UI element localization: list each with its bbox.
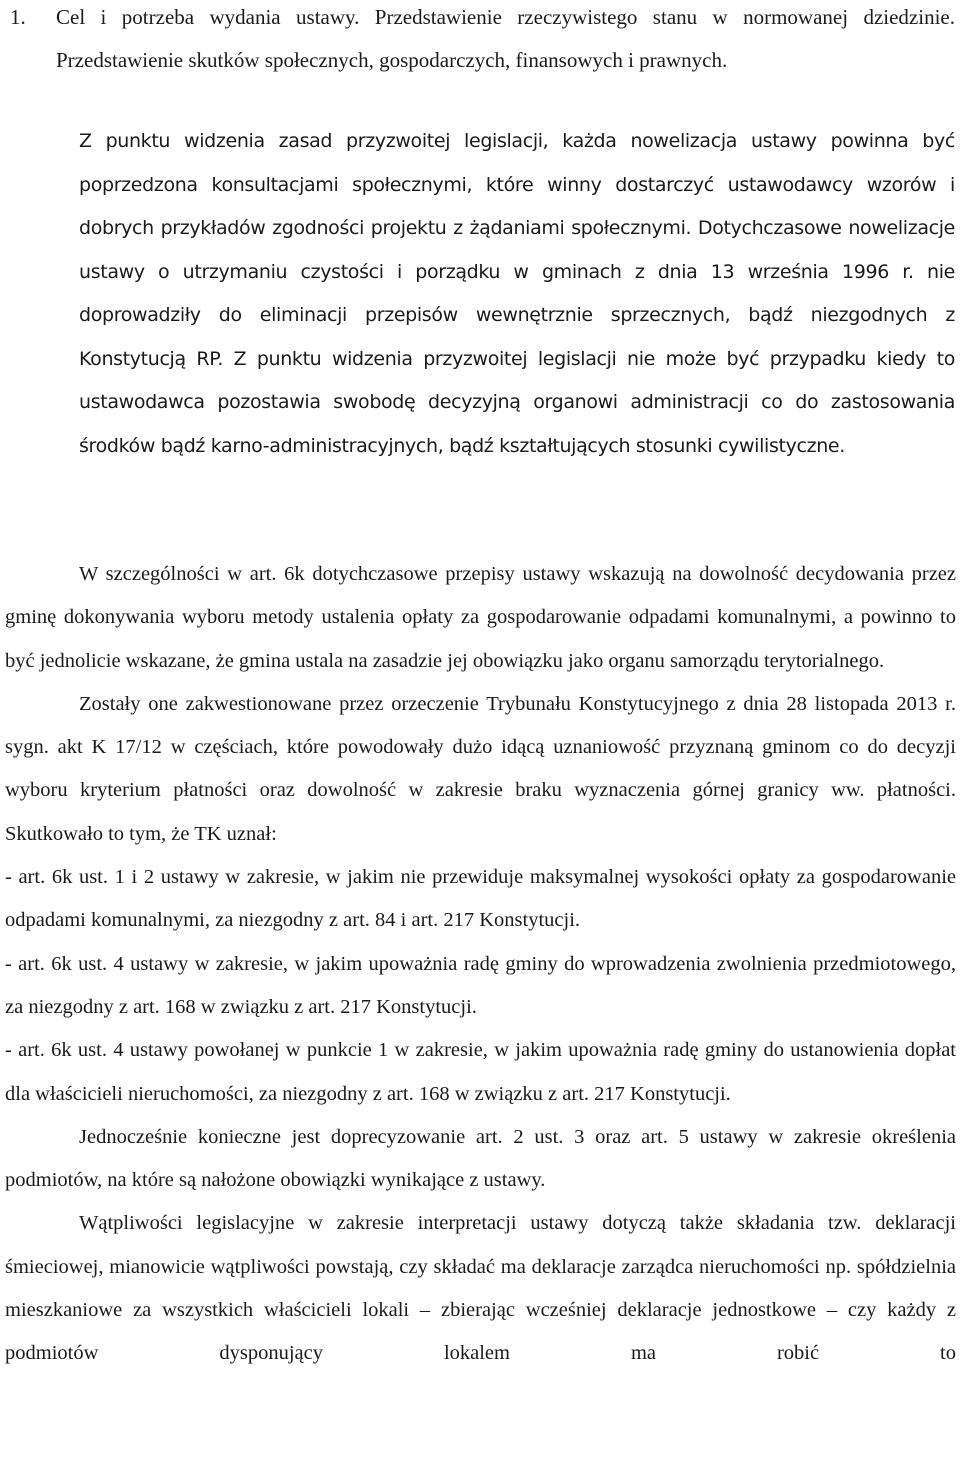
- paragraph: Zostały one zakwestionowane przez orzeczenie Trybunału Konstytucyjnego z dnia 28 listopada 2013 r. sygn. akt K 17/12 w częściach, które powodowały dużo idącą uznaniowość przyznaną gminom co do decyzji wyboru kryterium płatności oraz dowolność w zakresie braku wyznaczenia górnej granicy ww. płatności. Skutkowało to tym, że TK uznał:: [5, 692, 956, 845]
- section-number: 1.: [10, 5, 26, 29]
- paragraph: W szczególności w art. 6k dotychczasowe przepisy ustawy wskazują na dowolność decydowania przez gminę dokonywania wyboru metody ustalenia opłaty za gospodarowanie odpadami komunalnymi, a powinno to być jednolicie wskazane, że gmina ustala na zasadzie jej obowiązku jako organu samorządu terytorialnego.: [5, 563, 956, 672]
- list-item: - art. 6k ust. 4 ustawy w zakresie, w jakim upoważnia radę gminy do wprowadzenia zwolnienia przedmiotowego, za niezgodny z art. 168 w związku z art. 217 Konstytucji.: [5, 952, 956, 1018]
- paragraph: Wątpliwości legislacyjne w zakresie interpretacji ustawy dotyczą także składania tzw. deklaracji śmieciowej, mianowicie wątpliwości powstają, czy składać ma deklaracje zarządca nieruchomości np. spółdzielnia mieszkaniowe za wszystkich właścicieli lokali – zbierając wcześniej deklaracje jednostkowe – czy każdy z podmiotów dysponujący lokalem ma robić to: [5, 1212, 956, 1365]
- section-heading: [10, 0, 955, 82]
- list-item: - art. 6k ust. 4 ustawy powołanej w punkcie 1 w zakresie, w jakim upoważnia radę gminy do ustanowienia dopłat dla właścicieli nieruchomości, za niezgodny z art. 168 w związku z art. 217 Konstytucji.: [5, 1039, 956, 1105]
- intro-paragraph: Z punktu widzenia zasad przyzwoitej legislacji, każda nowelizacja ustawy powinna być poprzedzona konsultacjami społecznymi, które winny dostarczyć ustawodawcy wzorów i dobrych przykładów zgodności projektu z żądaniami społecznymi. Dotychczasowe nowelizacje ustawy o utrzymaniu czystości i porządku w gminach z dnia 13 września 1996 r. nie doprowadziły do eliminacji przepisów wewnętrznie sprzecznych, bądź niezgodnych z Konstytucją RP. Z punktu widzenia przyzwoitej legislacji nie może być przypadku kiedy to ustawodawca pozostawia swobodę decyzyjną organowi administracji co do zastosowania środków bądź karno-administracyjnych, bądź kształtujących stosunki cywilistyczne.: [79, 130, 955, 457]
- body-text: [5, 553, 956, 1376]
- paragraph: Jednocześnie konieczne jest doprecyzowanie art. 2 ust. 3 oraz art. 5 ustawy w zakresie określenia podmiotów, na które są nałożone obowiązki wynikające z ustawy.: [5, 1125, 956, 1192]
- list-item: - art. 6k ust. 1 i 2 ustawy w zakresie, w jakim nie przewiduje maksymalnej wysokości opłaty za gospodarowanie odpadami komunalnymi, za niezgodny z art. 84 i art. 217 Konstytucji.: [5, 866, 956, 932]
- section-heading-text: Cel i potrzeba wydania ustawy. Przedstawienie rzeczywistego stanu w normowanej dziedzinie. Przedstawienie skutków społecznych, gospodarczych, finansowych i prawnych.: [56, 5, 955, 72]
